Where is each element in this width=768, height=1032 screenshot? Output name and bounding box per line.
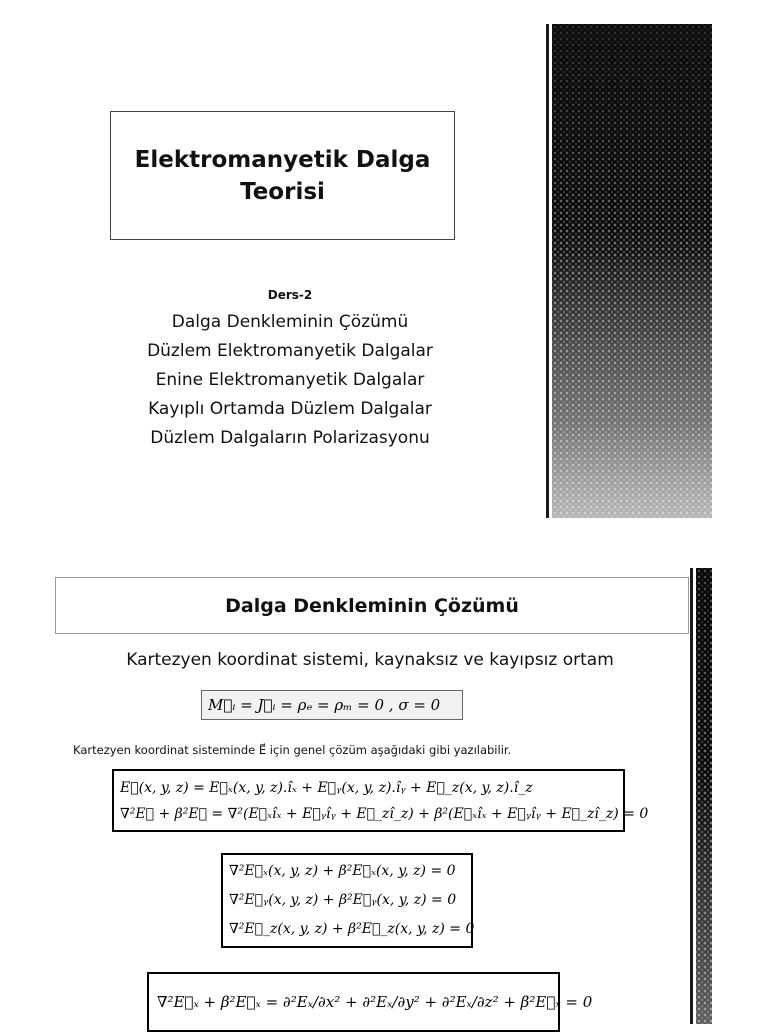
equation-line: M⃗ᵢ = J⃗ᵢ = ρₑ = ρₘ = 0 , σ = 0	[208, 696, 441, 714]
equation-line: ∇²E⃗ₓ(x, y, z) + β²E⃗ₓ(x, y, z) = 0	[229, 863, 456, 879]
general-solution-equations	[112, 769, 649, 832]
slide-heading: Dalga Denkleminin Çözümü	[225, 594, 519, 617]
subheading: Kartezyen koordinat sistemi, kaynaksız ve kayıpsız ortam	[126, 650, 614, 670]
slide-header	[55, 577, 689, 634]
equation-line: ∇²E⃗ + β²E⃗ = ∇²(E⃗ₓîₓ + E⃗ᵧîᵧ + E⃗_zî_z) + β²(E⃗ₓîₓ + E⃗ᵧîᵧ + E⃗_zî_z) = 0	[120, 805, 649, 822]
expanded-equation	[147, 972, 593, 1032]
lecture-topics	[100, 288, 480, 453]
equation-line: ∇²E⃗_z(x, y, z) + β²E⃗_z(x, y, z) = 0	[229, 921, 475, 937]
title-box	[110, 111, 455, 240]
topic-item: Düzlem Dalgaların Polarizasyonu	[150, 428, 430, 448]
lecture-number: Ders-2	[267, 288, 313, 302]
component-equations	[221, 853, 473, 948]
topic-item: Enine Elektromanyetik Dalgalar	[155, 370, 425, 390]
content-slide	[0, 560, 768, 1024]
title-line-1: Elektromanyetik Dalga	[134, 146, 431, 173]
body-sentence: Kartezyen koordinat sisteminde E⃗ için genel çözüm aşağıdaki gibi yazılabilir.	[73, 743, 512, 757]
equation-line: ∇²E⃗ᵧ(x, y, z) + β²E⃗ᵧ(x, y, z) = 0	[229, 892, 457, 908]
equation-line: E⃗(x, y, z) = E⃗ₓ(x, y, z).îₓ + E⃗ᵧ(x, y, z).îᵧ + E⃗_z(x, y, z).î_z	[120, 779, 533, 796]
equation-line: ∇²E⃗ₓ + β²E⃗ₓ = ∂²Eₓ/∂x² + ∂²Eₓ/∂y² + ∂²Eₓ/∂z² + β²E⃗ₓ = 0	[157, 993, 593, 1011]
decorative-texture-strip	[696, 568, 712, 1024]
decorative-texture-panel	[552, 24, 712, 518]
topic-item: Dalga Denkleminin Çözümü	[171, 312, 409, 332]
topic-item: Düzlem Elektromanyetik Dalgalar	[147, 341, 433, 361]
topic-item: Kayıplı Ortamda Düzlem Dalgalar	[148, 399, 432, 419]
source-free-equation	[201, 690, 463, 720]
title-line-2: Teorisi	[240, 178, 325, 205]
